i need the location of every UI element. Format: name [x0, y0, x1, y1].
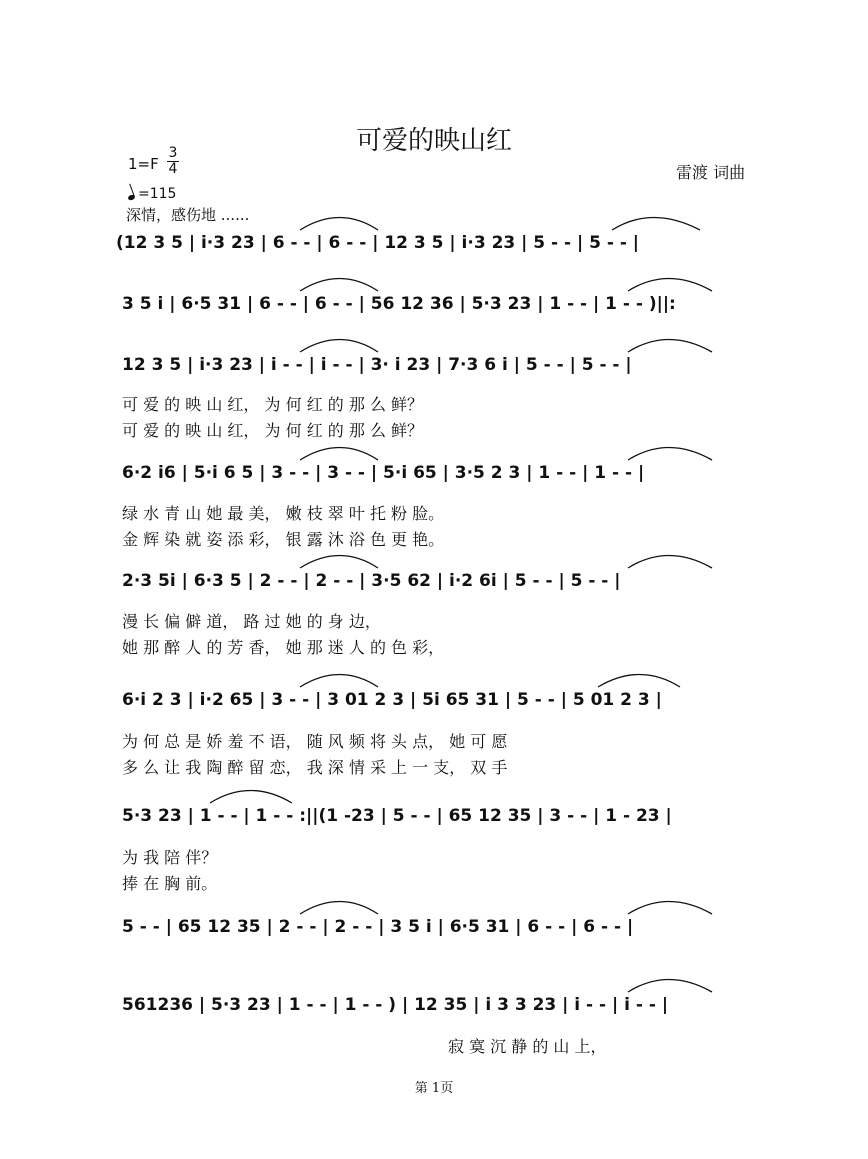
song-title: 可爱的映山红 [355, 126, 512, 156]
lyrics-row-6-verse-1: 为 何 总 是 娇 羞 不 语， 随 风 频 将 头 点， 她 可 愿 [122, 732, 508, 751]
page-number: 第 1页 [414, 1081, 454, 1096]
lyrics-row-5-verse-2: 她 那 醉 人 的 芳 香， 她 那 迷 人 的 色 彩， [122, 638, 445, 657]
time-signature-bottom: 4 [168, 161, 178, 177]
notation-row-8: 5 - - | 65 12 35 | 2 - - | 2 - - | 3 5 i | 6·5 31 | 6 - - | 6 - - | [122, 917, 634, 937]
time-signature-top: 3 [168, 145, 178, 161]
tempo-value: =115 [138, 186, 177, 202]
lyrics-row-5-verse-1: 漫 长 偏 僻 道， 路 过 她 的 身 边， [122, 612, 381, 631]
author-credit: 雷渡 词曲 [676, 163, 746, 182]
lyrics-row-3-verse-1: 可 爱 的 映 山 红， 为 何 红 的 那 么 鲜？ [122, 395, 424, 414]
lyrics-row-9-verse-1: 寂 寞 沉 静 的 山 上， [448, 1037, 607, 1056]
notation-row-2: 3 5 i | 6·5 31 | 6 - - | 6 - - | 56 12 36 | 5·3 23 | 1 - - | 1 - - )||: [122, 294, 676, 314]
lyrics-row-4-verse-1: 绿 水 青 山 她 最 美， 嫩 枝 翠 叶 托 粉 脸。 [122, 504, 445, 523]
lyrics-row-6-verse-2: 多 么 让 我 陶 醉 留 恋， 我 深 情 采 上 一 支， 双 手 [122, 758, 508, 777]
notation-row-5: 2·3 5i | 6·3 5 | 2 - - | 2 - - | 3·5 62 | i·2 6i | 5 - - | 5 - - | [122, 571, 621, 591]
notation-row-1: (12 3 5 | i·3 23 | 6 - - | 6 - - | 12 3 5 | i·3 23 | 5 - - | 5 - - | [116, 233, 640, 253]
notation-row-4: 6·2 i6 | 5·i 6 5 | 3 - - | 3 - - | 5·i 65 | 3·5 2 3 | 1 - - | 1 - - | [122, 463, 645, 483]
lyrics-row-7-verse-1: 为 我 陪 伴？ [122, 848, 218, 867]
expression-marking: 深情，感伤地 ...... [126, 206, 250, 224]
lyrics-row-4-verse-2: 金 辉 染 就 姿 添 彩， 银 露 沐 浴 色 更 艳。 [122, 530, 445, 549]
notation-row-3: 12 3 5 | i·3 23 | i - - | i - - | 3· i 23 | 7·3 6 i | 5 - - | 5 - - | [122, 355, 632, 375]
lyrics-row-3-verse-2: 可 爱 的 映 山 红， 为 何 红 的 那 么 鲜？ [122, 421, 424, 440]
key-signature: 1=F [128, 155, 159, 173]
lyrics-row-7-verse-2: 捧 在 胸 前。 [122, 874, 218, 893]
notation-row-7: 5·3 23 | 1 - - | 1 - - :||(1 -23 | 5 - - | 65 12 35 | 3 - - | 1 - 23 | [122, 806, 672, 826]
notation-row-6: 6·i 2 3 | i·2 65 | 3 - - | 3 01 2 3 | 5i 65 31 | 5 - - | 5 01 2 3 | [122, 690, 662, 710]
notation-row-9: 561236 | 5·3 23 | 1 - - | 1 - - ) | 12 35 | i 3 3 23 | i - - | i - - | [122, 995, 669, 1015]
